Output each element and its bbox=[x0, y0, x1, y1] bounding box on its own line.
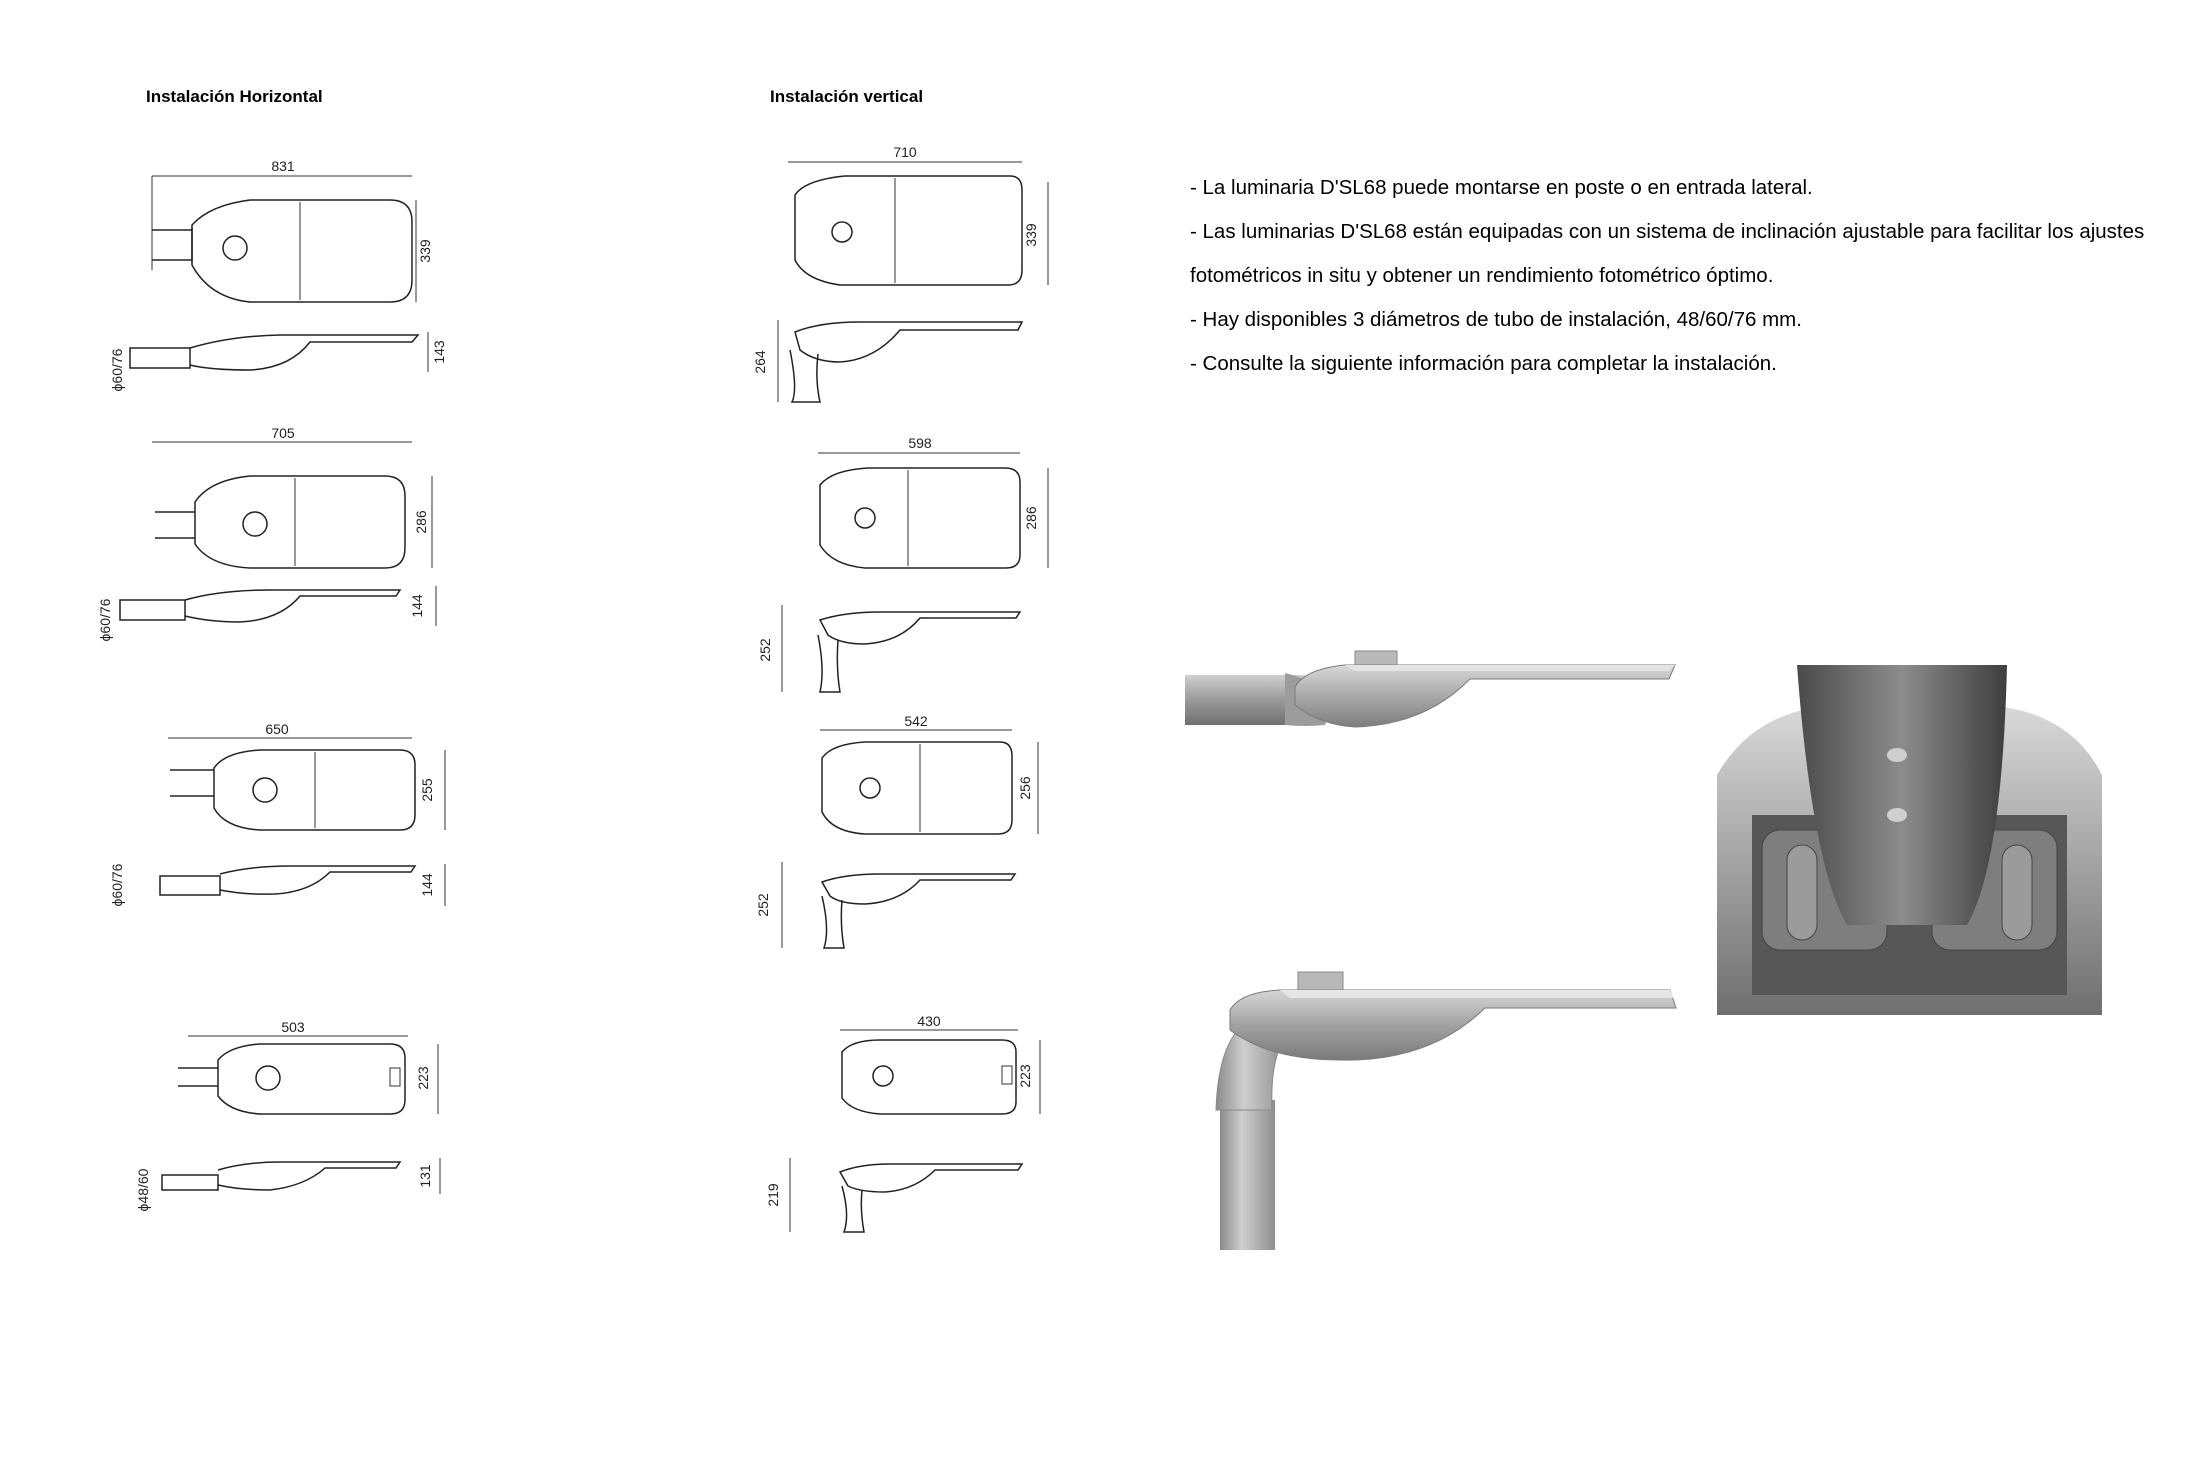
dimension-width-label: 339 bbox=[417, 239, 433, 263]
dimension-tube-label: ϕ60/76 bbox=[97, 598, 113, 642]
luminaire-side-view bbox=[822, 874, 1015, 948]
dimension-height-label: 144 bbox=[419, 873, 435, 897]
vertical-model-2 bbox=[757, 435, 1048, 692]
installation-notes bbox=[1190, 166, 2150, 386]
luminaire-top-view bbox=[218, 1044, 405, 1114]
dimension-width-label: 223 bbox=[1017, 1064, 1033, 1088]
note-item: - Las luminarias D'SL68 están equipadas con un sistema de inclinación ajustable para facilitar los ajustes fotométricos in situ y obtener un rendimiento fotométrico óptimo. bbox=[1190, 220, 2145, 287]
side-entry-tube bbox=[170, 770, 214, 796]
dimension-tube-label: ϕ60/76 bbox=[109, 863, 125, 907]
dimension-length-label: 831 bbox=[271, 158, 295, 174]
dimension-length-label: 430 bbox=[917, 1013, 941, 1029]
dimension-width-label: 286 bbox=[1023, 506, 1039, 530]
dimension-length-label: 705 bbox=[271, 425, 295, 441]
dimension-width-label: 223 bbox=[415, 1066, 431, 1090]
luminaire-top-view bbox=[822, 742, 1012, 834]
dimension-height-label: 144 bbox=[409, 594, 425, 618]
luminaire-side-view bbox=[160, 866, 415, 895]
horizontal-model-3 bbox=[109, 721, 445, 906]
tilt-mechanism-photo bbox=[1717, 665, 2102, 1015]
luminaire-side-view bbox=[790, 322, 1022, 402]
luminaire-side-view bbox=[130, 335, 418, 370]
luminaire-top-view bbox=[820, 468, 1020, 568]
dimension-length-label: 598 bbox=[908, 435, 932, 451]
side-entry-tube bbox=[155, 512, 195, 538]
note-item: - Hay disponibles 3 diámetros de tubo de instalación, 48/60/76 mm. bbox=[1190, 308, 1802, 331]
luminaire-side-view bbox=[840, 1164, 1022, 1232]
vertical-model-4 bbox=[765, 1013, 1040, 1232]
luminaire-render-vertical bbox=[1210, 960, 1690, 1260]
dimension-height-label: 264 bbox=[752, 350, 768, 374]
luminaire-side-view bbox=[120, 590, 400, 622]
dimension-tube-label: ϕ60/76 bbox=[109, 348, 125, 392]
luminaire-top-view bbox=[842, 1040, 1016, 1114]
dimension-width-label: 255 bbox=[419, 778, 435, 802]
heading-vertical-installation: Instalación vertical bbox=[770, 87, 924, 106]
side-entry-tube bbox=[178, 1068, 218, 1086]
horizontal-model-1 bbox=[109, 158, 447, 391]
dimension-height-label: 131 bbox=[417, 1164, 433, 1188]
horizontal-installation-drawings bbox=[97, 140, 620, 1380]
vertical-model-3 bbox=[755, 713, 1038, 948]
vertical-model-1 bbox=[752, 144, 1048, 402]
note-item: - La luminaria D'SL68 puede montarse en poste o en entrada lateral. bbox=[1190, 176, 1813, 199]
luminaire-render-horizontal bbox=[1185, 645, 1705, 755]
horizontal-model-2 bbox=[97, 425, 436, 641]
dimension-height-label: 219 bbox=[765, 1183, 781, 1207]
side-entry-tube bbox=[152, 228, 192, 262]
note-item: - Consulte la siguiente información para completar la instalación. bbox=[1190, 352, 1777, 375]
luminaire-top-view bbox=[192, 200, 412, 302]
vertical-installation-drawings bbox=[740, 140, 1080, 1380]
dimension-width-label: 339 bbox=[1023, 223, 1039, 247]
dimension-length-label: 503 bbox=[281, 1019, 305, 1035]
horizontal-model-4 bbox=[135, 1019, 440, 1211]
dimension-height-label: 252 bbox=[757, 638, 773, 662]
dimension-width-label: 256 bbox=[1017, 776, 1033, 800]
luminaire-top-view bbox=[795, 176, 1022, 285]
luminaire-side-view bbox=[818, 612, 1020, 692]
dimension-length-label: 650 bbox=[265, 721, 289, 737]
dimension-tube-label: ϕ48/60 bbox=[135, 1168, 151, 1212]
luminaire-top-view bbox=[195, 476, 405, 568]
dimension-height-label: 252 bbox=[755, 893, 771, 917]
dimension-length-label: 542 bbox=[904, 713, 928, 729]
heading-horizontal-installation: Instalación Horizontal bbox=[146, 87, 323, 106]
luminaire-side-view bbox=[162, 1162, 400, 1190]
dimension-height-label: 143 bbox=[431, 340, 447, 364]
dimension-length-label: 710 bbox=[893, 144, 917, 160]
dimension-width-label: 286 bbox=[413, 510, 429, 534]
